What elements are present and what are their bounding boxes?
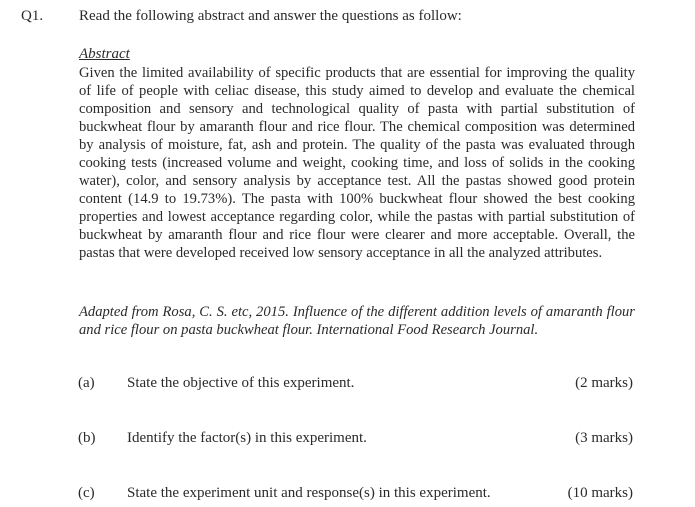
sub-question-text: State the experiment unit and response(s) in this experiment. — [127, 485, 491, 501]
sub-question-letter: (a) — [78, 375, 95, 391]
sub-question-marks: (2 marks) — [575, 375, 633, 391]
question-instruction: Read the following abstract and answer the questions as follow: — [79, 8, 462, 24]
sub-question-letter: (b) — [78, 430, 96, 446]
sub-question-b — [0, 430, 695, 450]
sub-question-c — [0, 485, 695, 505]
sub-question-marks: (3 marks) — [575, 430, 633, 446]
sub-question-text: Identify the factor(s) in this experiment. — [127, 430, 367, 446]
question-number: Q1. — [21, 8, 44, 24]
abstract-body: Given the limited availability of specific products that are essential for improving the quality of life of people with celiac disease, this study aimed to develop and evaluate the chemical composition and sensory and technological quality of pasta with partial substitution of buckwheat flour by amaranth flour and rice flour. The chemical composition was determined by analysis of moisture, fat, ash and protein. The quality of the pasta was evaluated through cooking tests (increased volume and weight, cooking time, and loss of solids in the cooking water), color, and sensory analysis by acceptance test. All the pastas showed good protein content (14.9 to 19.73%). The pasta with 100% buckwheat flour showed the best cooking properties and lowest acceptance regarding color, while the pastas with partial substitution of buckwheat by amaranth flour and rice flour were clearer and more acceptable. Overall, the pastas that were developed received low sensory acceptance in all the analyzed attributes. — [79, 65, 635, 261]
sub-question-text: State the objective of this experiment. — [127, 375, 355, 391]
sub-question-marks: (10 marks) — [567, 485, 633, 501]
sub-question-a — [0, 375, 695, 395]
sub-question-letter: (c) — [78, 485, 95, 501]
abstract-heading: Abstract — [79, 46, 130, 62]
reference-citation: Adapted from Rosa, C. S. etc, 2015. Influence of the different addition levels of amaranth flour and rice flour on pasta buckwheat flour. International Food Research Journal. — [79, 304, 635, 338]
